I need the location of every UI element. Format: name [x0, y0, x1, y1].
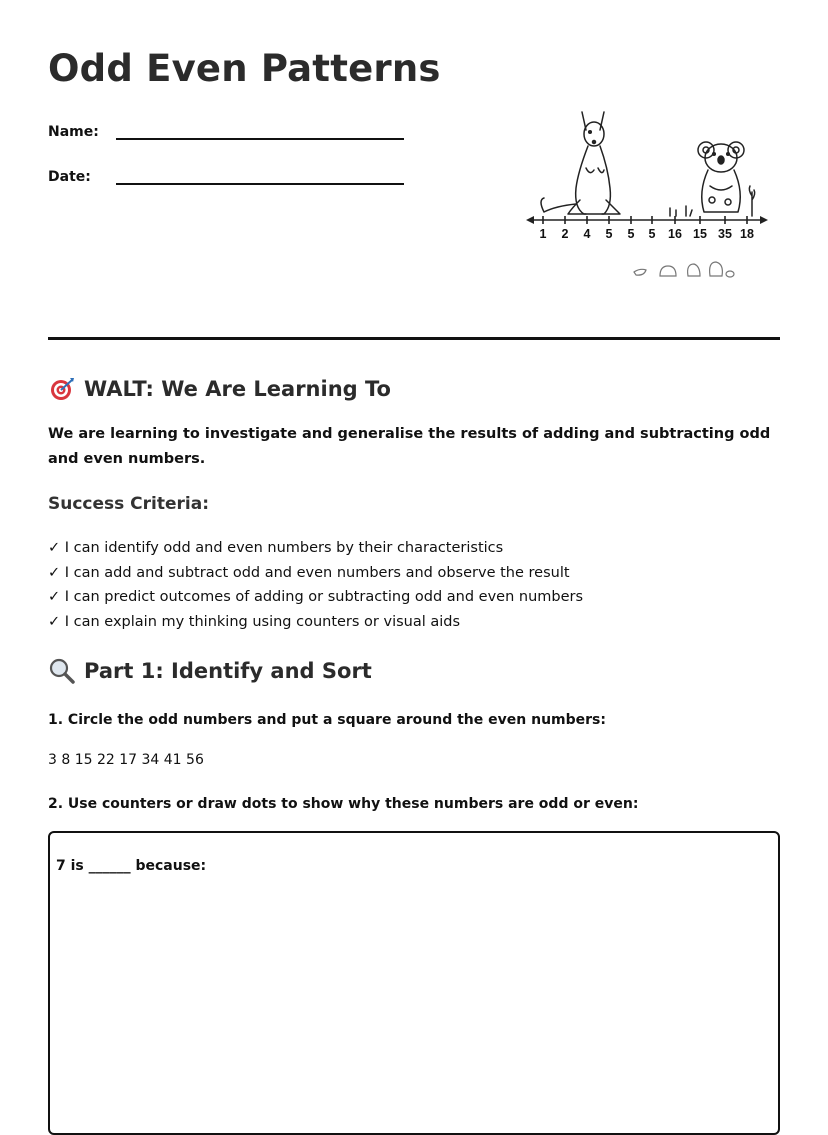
kangaroo-koala-illustration	[520, 100, 780, 290]
criteria-item: ✓ I can predict outcomes of adding or subtracting odd and even numbers	[48, 589, 584, 605]
walt-text: We are learning to investigate and generalise the results of adding and subtracting odd and even numbers.	[48, 426, 771, 467]
pebbles-icon	[634, 262, 734, 277]
success-criteria-heading: Success Criteria:	[48, 494, 210, 514]
koala-icon	[670, 142, 755, 216]
number-line-label: 16	[668, 227, 682, 241]
number-line-label: 2	[561, 227, 569, 241]
question-2: 2. Use counters or draw dots to show why these numbers are odd or even:	[48, 796, 639, 812]
section-divider	[48, 337, 780, 340]
name-line[interactable]	[116, 118, 404, 140]
number-line	[526, 216, 768, 224]
page-title: Odd Even Patterns	[48, 47, 441, 90]
number-line-label: 1	[539, 227, 547, 241]
answer-box[interactable]	[48, 831, 780, 1135]
date-field[interactable]	[48, 163, 404, 185]
date-label: Date:	[48, 169, 91, 185]
kangaroo-icon	[541, 112, 620, 214]
target-icon	[48, 375, 76, 403]
criteria-item: ✓ I can identify odd and even numbers by their characteristics	[48, 540, 504, 556]
name-field[interactable]	[48, 118, 404, 140]
number-line-label: 35	[718, 227, 732, 241]
number-line-label: 18	[740, 227, 754, 241]
criteria-item: ✓ I can explain my thinking using counters or visual aids	[48, 613, 461, 630]
date-line[interactable]	[116, 163, 404, 185]
answer-prompt: 7 is ______ because:	[56, 858, 207, 874]
success-criteria-list	[48, 536, 583, 634]
number-line-label: 5	[605, 227, 613, 241]
magnifier-icon	[48, 657, 76, 685]
part1-heading-text: Part 1: Identify and Sort	[84, 659, 372, 683]
number-line-label: 5	[648, 227, 656, 241]
walt-heading-text: WALT: We Are Learning To	[84, 377, 391, 401]
walt-heading	[48, 375, 391, 403]
criteria-item: ✓ I can add and subtract odd and even numbers and observe the result	[48, 564, 570, 581]
number-line-label: 15	[693, 227, 707, 241]
part1-heading	[48, 657, 372, 685]
number-line-label: 5	[627, 227, 635, 241]
name-label: Name:	[48, 124, 99, 140]
number-line-label: 4	[583, 227, 591, 241]
question-1: 1. Circle the odd numbers and put a square around the even numbers:	[48, 712, 606, 728]
numbers-to-sort: 3 8 15 22 17 34 41 56	[48, 752, 204, 768]
